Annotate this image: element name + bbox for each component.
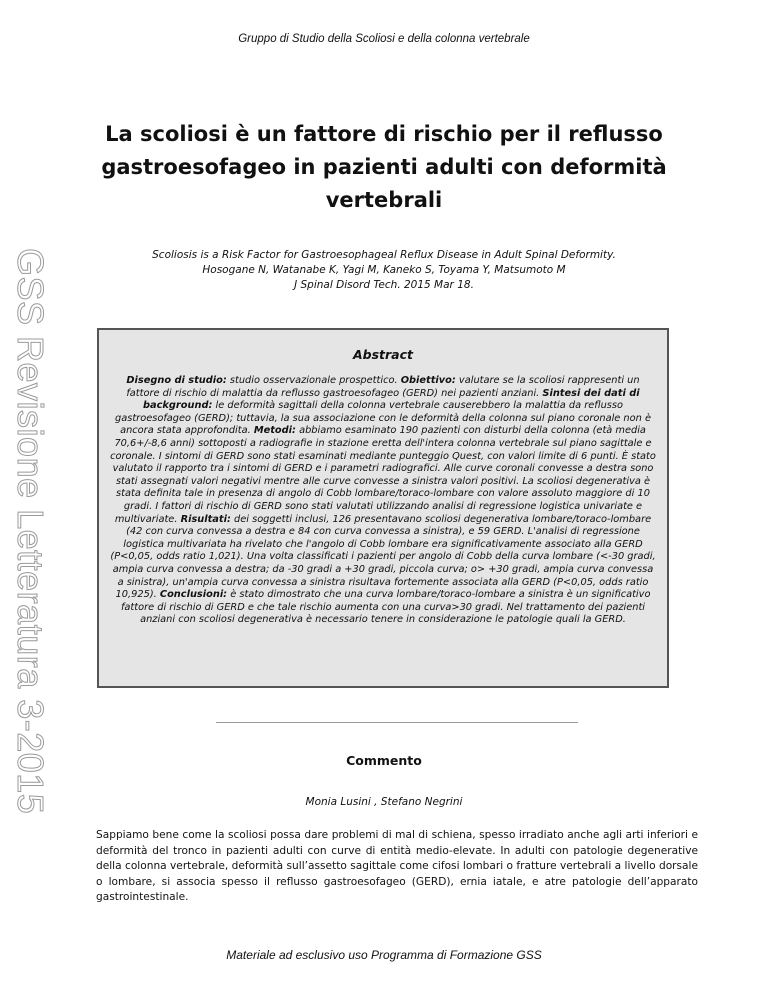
label-sintesi: Sintesi dei dati di background: [142,387,640,412]
reference-title: Scoliosis is a Risk Factor for Gastroesophageal Reflux Disease in Adult Spinal Deformity. [152,249,616,261]
abstract-text [109,375,657,627]
page-header: Gruppo di Studio della Scoliosi e della colonna vertebrale [238,33,530,45]
reference-block [100,248,668,293]
label-disegno: Disegno di studio: [126,375,227,386]
text-sintesi: le deformità sagittali della colonna vertebrale causerebbero la malattia da reflusso gastroesofageo (GERD); tuttavia, la sua associazione con le deformità della colonna sul piano coronale non è ancora stata approfondita. [115,400,651,437]
reference-authors: Hosogane N, Watanabe K, Yagi M, Kaneko S, Toyama Y, Matsumoto M [202,264,566,276]
text-risultati: dei soggetti inclusi, 126 presentavano scoliosi degenerativa lombare/toraco-lombare (42 con curva convessa a destra e 84 con curva convessa a sinistra), e 59 GERD. L'analisi di regressione logistica multivariata ha rivelato che l'angolo di Cobb lombare era significativamente associato alla GERD (P<0,05, odds ratio 1,021). Una volta classificati i pazienti per angolo di Cobb della curva lombare (<-30 gradi, ampia curva convessa a destra; da -30 gradi a +30 gradi, piccola curva; o> +30 gradi, ampia curva convessa a sinistra), un'ampia curva convessa a sinistra risultava fortemente associata alla GERD (P<0,05, odds ratio 10,925). [110,513,656,601]
page-footer: Materiale ad esclusivo uso Programma di Formazione GSS [226,948,542,962]
section-divider [216,722,578,723]
label-conclusioni: Conclusioni: [159,589,228,601]
text-metodi: abbiamo esaminato 190 pazienti con disturbi della colonna (età media 70,6+/-8,6 anni) sottoposti a radiografie in stazione eretta dell'intera colonna vertebrale sul piano sagittale e coronale. I sintomi di GERD sono stati esaminati mediante punteggio Quest, con valori limite di 6 punti. È stato valutato il rapporto tra i sintomi di GERD e i parametri radiografici. Alle curve coronali convesse a destra sono stati assegnati valori negativi mentre alle curve convesse a sinistra valori positivi. La scoliosi degenerativa è stata definita tale in presenza di angolo di Cobb lombare/toraco-lombare con valore assoluto maggiore di 10 gradi. I fattori di rischio di GERD sono stati valutati utilizzando analisi di regressione logistica univariate e multivariate. [110,425,656,525]
label-obiettivo: Obiettivo: [400,375,456,386]
comment-paragraph: Sappiamo bene come la scoliosi possa dare problemi di mal di schiena, spesso irradiato anche agli arti inferiori e deformità del tronco in pazienti adulti con curve di entità medio-elevate. In adulti con patologie degenerative della colonna vertebrale, deformità sull’assetto sagittale come cifosi lombari o fratture vertebrali a livello dorsale o lombare, si associa spesso il reflusso gastroesofageo (GERD), ernia iatale, e atre patologie dell’apparato gastrointestinale. [96,829,698,904]
abstract-heading: Abstract [352,347,414,362]
article-title: La scoliosi è un fattore di rischio per il reflusso gastroesofageo in pazienti adulti con deformità vertebrali [101,122,667,212]
side-watermark: GSS Revisione Letteratura 3-2015 [10,248,51,815]
text-conclusioni: è stato dimostrato che una curva lombare/toraco-lombare a sinistra è un significativo fattore di rischio di GERD e che tale rischio aumenta con una curva>30 gradi. Nel trattamento dei pazienti anziani con scoliosi degenerativa è necessario tenere in considerazione le patologie quali la GERD. [120,589,651,626]
comment-heading: Commento [346,753,422,768]
abstract-box [97,328,669,688]
text-obiettivo: valutare se la scoliosi rappresenti un fattore di rischio di malattia da reflusso gastroesofageo (GERD) nei pazienti anziani. [126,375,640,399]
label-metodi: Metodi: [253,425,296,437]
label-risultati: Risultati: [180,513,231,525]
reference-journal: J Spinal Disord Tech. 2015 Mar 18. [294,279,474,291]
text-disegno: studio osservazionale prospettico. [226,375,401,386]
comment-authors: Monia Lusini , Stefano Negrini [305,796,463,808]
